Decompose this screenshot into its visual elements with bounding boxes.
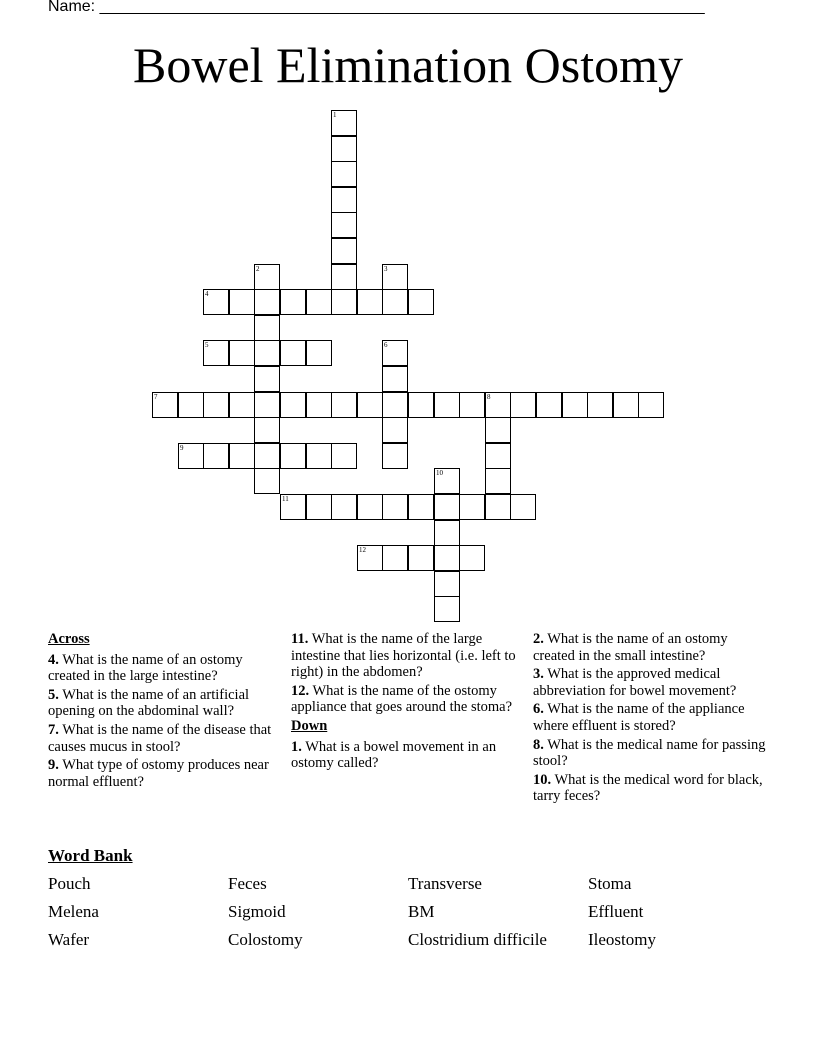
grid-cell[interactable] [459, 392, 485, 418]
clue-down-10: 10. What is the medical word for black, tarry feces? [533, 771, 763, 805]
grid-cell[interactable] [382, 264, 408, 290]
word-bank-item: Wafer [48, 930, 90, 949]
grid-cell[interactable] [434, 494, 460, 520]
grid-cell[interactable] [229, 340, 255, 366]
grid-cell[interactable] [434, 545, 460, 571]
grid-cell[interactable] [306, 289, 332, 315]
clues-column-3 [533, 631, 773, 807]
word-bank-item: Feces [228, 874, 267, 893]
grid-cell[interactable] [331, 494, 357, 520]
grid-cell[interactable] [229, 289, 255, 315]
grid-cell[interactable] [254, 417, 280, 443]
clues-column-1 [48, 631, 284, 792]
grid-cell[interactable] [331, 392, 357, 418]
grid-cell[interactable] [254, 289, 280, 315]
word-bank-item: Colostomy [228, 930, 303, 949]
grid-cell[interactable] [331, 110, 357, 136]
grid-cell[interactable] [485, 392, 511, 418]
grid-cell[interactable] [203, 289, 229, 315]
grid-cell[interactable] [254, 264, 280, 290]
grid-cell[interactable] [510, 392, 536, 418]
clue-across-9: 9. What type of ostomy produces near normal effluent? [48, 757, 269, 790]
grid-cell[interactable] [203, 392, 229, 418]
grid-cell[interactable] [408, 494, 434, 520]
word-bank-item: Pouch [48, 874, 91, 893]
grid-cell[interactable] [459, 545, 485, 571]
cell-number: 12 [359, 546, 366, 554]
clue-down-1: 1. What is a bowel movement in an ostomy called? [291, 738, 497, 772]
cell-number: 7 [154, 393, 158, 401]
grid-cell[interactable] [382, 417, 408, 443]
grid-cell[interactable] [382, 366, 408, 392]
grid-cell[interactable] [382, 289, 408, 315]
word-bank-item: Melena [48, 902, 99, 921]
grid-cell[interactable] [382, 392, 408, 418]
grid-cell[interactable] [357, 289, 383, 315]
across-heading: Across [48, 631, 90, 647]
word-bank-item: Effluent [588, 902, 644, 921]
grid-cell[interactable] [306, 443, 332, 469]
word-bank-item: Sigmoid [228, 902, 286, 921]
cell-number: 6 [384, 341, 388, 349]
grid-cell[interactable] [638, 392, 664, 418]
grid-cell[interactable] [331, 136, 357, 162]
grid-cell[interactable] [408, 289, 434, 315]
grid-cell[interactable] [331, 443, 357, 469]
grid-cell[interactable] [357, 392, 383, 418]
grid-cell[interactable] [485, 494, 511, 520]
clue-down-8: 8. What is the medical name for passing stool? [533, 736, 766, 770]
clue-across-12: 12. What is the name of the ostomy appliance that goes around the stoma? [291, 682, 513, 716]
cell-number: 3 [384, 265, 388, 273]
grid-cell[interactable] [254, 315, 280, 341]
grid-cell[interactable] [382, 443, 408, 469]
cell-number: 1 [333, 111, 337, 119]
grid-cell[interactable] [229, 392, 255, 418]
word-bank-item: Stoma [588, 874, 632, 893]
grid-cell[interactable] [280, 494, 306, 520]
grid-cell[interactable] [306, 494, 332, 520]
word-bank-item: BM [408, 902, 435, 921]
cell-number: 5 [205, 341, 209, 349]
word-bank-item: Transverse [408, 874, 482, 893]
grid-cell[interactable] [280, 443, 306, 469]
cell-number: 11 [282, 495, 289, 503]
grid-cell[interactable] [408, 545, 434, 571]
grid-cell[interactable] [485, 417, 511, 443]
grid-cell[interactable] [434, 392, 460, 418]
grid-cell[interactable] [280, 392, 306, 418]
grid-cell[interactable] [587, 392, 613, 418]
grid-cell[interactable] [254, 468, 280, 494]
down-heading: Down [291, 717, 328, 734]
grid-cell[interactable] [536, 392, 562, 418]
grid-cell[interactable] [459, 494, 485, 520]
word-bank-item: Ileostomy [588, 930, 656, 949]
grid-cell[interactable] [434, 571, 460, 597]
grid-cell[interactable] [331, 161, 357, 187]
grid-cell[interactable] [357, 545, 383, 571]
grid-cell[interactable] [485, 443, 511, 469]
grid-cell[interactable] [382, 340, 408, 366]
grid-cell[interactable] [357, 494, 383, 520]
grid-cell[interactable] [434, 520, 460, 546]
grid-cell[interactable] [229, 443, 255, 469]
grid-cell[interactable] [152, 392, 178, 418]
cell-number: 10 [436, 469, 443, 477]
grid-cell[interactable] [331, 187, 357, 213]
grid-cell[interactable] [331, 212, 357, 238]
cell-number: 2 [256, 265, 260, 273]
clue-across-4: 4. What is the name of an ostomy created in the large intestine? [48, 651, 243, 685]
grid-cell[interactable] [613, 392, 639, 418]
grid-cell[interactable] [203, 443, 229, 469]
cell-number: 8 [487, 393, 491, 401]
clue-across-7: 7. What is the name of the disease that causes mucus in stool? [48, 721, 272, 755]
grid-cell[interactable] [306, 392, 332, 418]
grid-cell[interactable] [280, 340, 306, 366]
clue-down-6: 6. What is the name of the appliance where effluent is stored? [533, 701, 745, 734]
grid-cell[interactable] [178, 392, 204, 418]
grid-cell[interactable] [306, 340, 332, 366]
grid-cell[interactable] [203, 340, 229, 366]
grid-cell[interactable] [178, 443, 204, 469]
grid-cell[interactable] [408, 392, 434, 418]
grid-cell[interactable] [280, 289, 306, 315]
cell-number: 9 [180, 444, 184, 452]
clue-across-11: 11. What is the name of the large intestine that lies horizontal (i.e. left to right) in the abdomen? [291, 631, 516, 681]
grid-cell[interactable] [434, 468, 460, 494]
grid-cell[interactable] [254, 392, 280, 418]
grid-cell[interactable] [254, 443, 280, 469]
word-bank-item: Clostridium difficile [408, 930, 547, 949]
grid-cell[interactable] [331, 238, 357, 264]
grid-cell[interactable] [562, 392, 588, 418]
clue-down-3: 3. What is the approved medical abbreviation for bowel movement? [533, 666, 737, 699]
grid-cell[interactable] [331, 264, 357, 290]
grid-cell[interactable] [382, 494, 408, 520]
grid-cell[interactable] [510, 494, 536, 520]
grid-cell[interactable] [434, 596, 460, 622]
clue-across-5: 5. What is the name of an artificial opening on the abdominal wall? [48, 686, 250, 720]
name-field-label: Name: ____________________________________________________________________ [48, 0, 705, 15]
word-bank-title: Word Bank [48, 846, 133, 865]
grid-cell[interactable] [382, 545, 408, 571]
clue-down-2: 2. What is the name of an ostomy created in the small intestine? [533, 631, 728, 664]
clues-column-2 [291, 631, 527, 774]
page-title: Bowel Elimination Ostomy [133, 37, 683, 93]
grid-cell[interactable] [254, 366, 280, 392]
grid-cell[interactable] [485, 468, 511, 494]
grid-cell[interactable] [331, 289, 357, 315]
grid-cell[interactable] [254, 340, 280, 366]
cell-number: 4 [205, 290, 209, 298]
